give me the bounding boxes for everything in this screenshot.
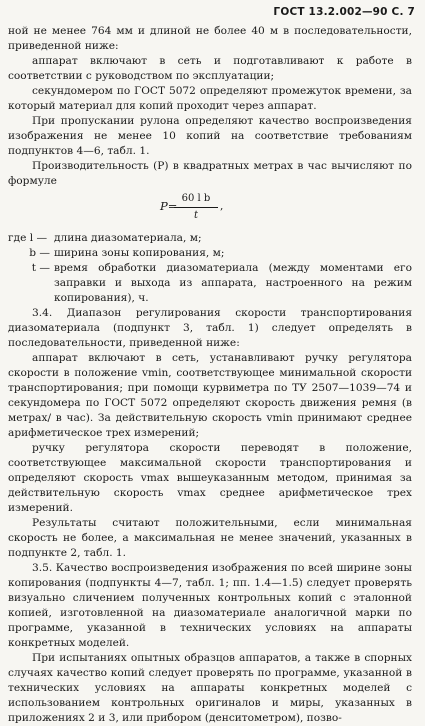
paragraph-quality-check: При пропускании рулона определяют качество воспроизведения изображения не менее 10 копий на соответствие требованиям подпунктов 4—6, табл. 1. xyxy=(8,115,412,157)
definition-term: t — xyxy=(31,262,50,274)
formula-denominator: t xyxy=(193,210,199,221)
definition-desc: ширина зоны копирования, м; xyxy=(54,247,225,259)
definition-row xyxy=(8,231,412,246)
definition-row xyxy=(8,246,412,261)
paragraph-continuation: ной не менее 764 мм и длиной не более 40 м в последовательности, приведенной ниже: xyxy=(8,25,412,52)
definition-row xyxy=(8,261,412,306)
paragraph-vmin: аппарат включают в сеть, устанавливают ручку регулятора скорости в положение vmin, соответствующее минимальной скорости транспортирования; при помощи курвиметра по ТУ 2507—1039—74 и секундомера по ГОСТ 5072 определяют скорость движения ремня (в метрах/ в час). За действительную скорость vmin принимают среднее арифметическое трех измерений; xyxy=(8,352,412,439)
paragraph-productivity: Производительность (P) в квадратных метрах в час вычисляют по формуле xyxy=(8,160,412,187)
document-body xyxy=(8,24,412,726)
formula-fraction xyxy=(174,191,218,223)
paragraph-results: Результаты считают положительными, если минимальная скорость не более, а максимальная не менее значений, указанных в подпункте 2, табл. 1. xyxy=(8,517,412,559)
paragraph-step-2: секундомером по ГОСТ 5072 определяют промежуток времени, за который материал для копий проходит через аппарат. xyxy=(8,85,412,112)
page-header: ГОСТ 13.2.002—90 С. 7 xyxy=(273,6,415,18)
productivity-formula xyxy=(8,191,412,229)
formula-lhs: P= xyxy=(160,199,178,213)
formula-numerator: 60 l b xyxy=(174,191,218,208)
formula-comma: , xyxy=(220,200,224,212)
paragraph-step-1: аппарат включают в сеть и подготавливают к работе в соответствии с руководством по эксплуатации; xyxy=(8,55,412,82)
paragraph-3-5: 3.5. Качество воспроизведения изображения по всей ширине зоны копирования (подпункты 4—7, табл. 1; пп. 1.4—1.5) следует проверять визуально сличением полученных контрольных копий с эталонной копией, изготовленной на диазоматериале аналогичной марки по программе, указанной в технических условиях на аппараты конкретных моделей. xyxy=(8,562,412,649)
definition-desc: время обработки диазоматериала (между моментами его заправки и выхода из аппарата, настроенного на режим копирования), ч. xyxy=(54,262,412,304)
paragraph-3-4: 3.4. Диапазон регулирования скорости транспортирования диазоматериала (подпункт 3, табл. 1) следует определять в последовательности, приведенной ниже: xyxy=(8,307,412,349)
definition-term: где l — xyxy=(8,232,48,244)
definition-term: b — xyxy=(29,247,50,259)
definition-desc: длина диазоматериала, м; xyxy=(54,232,202,244)
paragraph-vmax: ручку регулятора скорости переводят в положение, соответствующее максимальной скорости транспортирования и определяют скорость vmax вышеуказанным методом, принимая за действительную скорость vmax среднее арифметическое трех измерений. xyxy=(8,442,412,514)
paragraph-prototype-tests: При испытаниях опытных образцов аппаратов, а также в спорных случаях качество копий следует проверять по программе, указанной в технических условиях на аппараты конкретных моделей с использованием контрольных оригиналов и миры, указанных в приложениях 2 и 3, или прибором (денситометром), позво- xyxy=(8,652,412,724)
formula-definitions xyxy=(8,231,412,306)
